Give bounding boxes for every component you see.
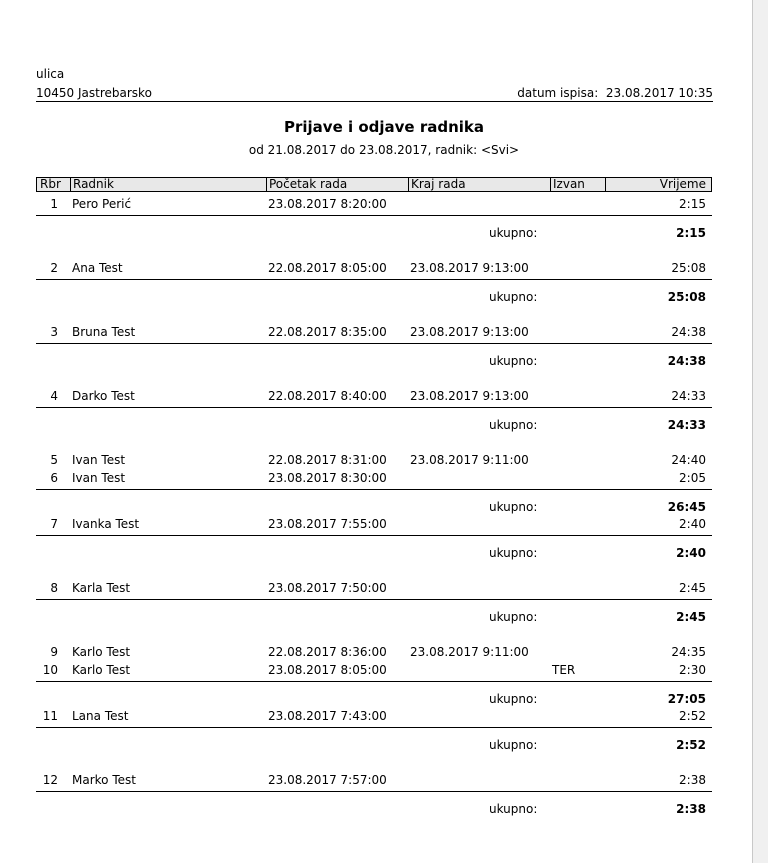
company-street: ulica [36,67,65,81]
employee-group [36,257,712,321]
employee-group [36,513,712,577]
entry-name: Ivanka Test [72,517,140,531]
group-total-row [36,727,712,750]
table-row [36,577,712,595]
employee-group [36,193,712,257]
entry-rbr: 12 [42,773,58,787]
group-total-row [36,489,712,512]
col-rbr: Rbr [40,177,61,191]
entry-rbr: 10 [42,663,58,677]
total-label: ukupno: [489,354,538,368]
table-row [36,449,712,467]
employee-group [36,577,712,641]
table-row [36,513,712,531]
report-body [36,193,712,833]
group-total-row [36,343,712,366]
entry-rbr: 11 [42,709,58,723]
table-row [36,257,712,275]
employee-group [36,769,712,833]
group-total-row [36,407,712,430]
table-row [36,641,712,659]
entry-time: 2:45 [679,581,706,595]
entry-name: Karlo Test [72,645,131,659]
group-total-row [36,279,712,302]
entry-rbr: 3 [50,325,58,339]
entry-time: 2:15 [679,197,706,211]
header-line [36,86,713,102]
entry-time: 24:40 [671,453,706,467]
entry-end: 23.08.2017 9:13:00 [410,389,529,403]
total-value: 24:38 [667,354,706,368]
entry-name: Ivan Test [72,453,126,467]
table-row [36,467,712,485]
total-value: 25:08 [667,290,706,304]
total-label: ukupno: [489,546,538,560]
entry-start: 23.08.2017 7:57:00 [268,773,387,787]
group-total-row [36,791,712,814]
employee-group [36,321,712,385]
table-row [36,769,712,787]
employee-group [36,385,712,449]
entry-name: Karlo Test [72,663,131,677]
group-total-row [36,535,712,558]
total-label: ukupno: [489,738,538,752]
entry-time: 2:38 [679,773,706,787]
entry-end: 23.08.2017 9:11:00 [410,645,529,659]
total-value: 2:38 [676,802,706,816]
col-izvan: Izvan [550,178,585,191]
entry-end: 23.08.2017 9:13:00 [410,261,529,275]
table-row [36,193,712,211]
total-value: 26:45 [667,500,706,514]
col-kraj: Kraj rada [408,178,466,191]
entry-start: 23.08.2017 7:43:00 [268,709,387,723]
entry-rbr: 1 [50,197,58,211]
total-value: 2:45 [676,610,706,624]
entry-start: 23.08.2017 7:50:00 [268,581,387,595]
entry-name: Karla Test [72,581,131,595]
employee-group [36,449,712,513]
total-value: 27:05 [667,692,706,706]
entry-time: 2:52 [679,709,706,723]
entry-start: 22.08.2017 8:40:00 [268,389,387,403]
table-row [36,385,712,403]
company-city: 10450 Jastrebarsko [36,86,152,100]
entry-time: 2:05 [679,471,706,485]
entry-rbr: 9 [50,645,58,659]
table-header [36,177,712,192]
entry-name: Lana Test [72,709,129,723]
entry-time: 24:38 [671,325,706,339]
total-label: ukupno: [489,802,538,816]
entry-end: 23.08.2017 9:13:00 [410,325,529,339]
entry-start: 23.08.2017 7:55:00 [268,517,387,531]
total-value: 2:40 [676,546,706,560]
entry-time: 24:33 [671,389,706,403]
employee-group [36,641,712,705]
entry-rbr: 4 [50,389,58,403]
entry-name: Bruna Test [72,325,136,339]
entry-start: 23.08.2017 8:20:00 [268,197,387,211]
total-label: ukupno: [489,226,538,240]
col-pocetak: Početak rada [266,178,347,191]
table-row [36,659,712,677]
entry-start: 23.08.2017 8:30:00 [268,471,387,485]
total-value: 2:15 [676,226,706,240]
entry-rbr: 7 [50,517,58,531]
entry-time: 2:40 [679,517,706,531]
group-total-row [36,681,712,704]
total-label: ukupno: [489,692,538,706]
total-value: 24:33 [667,418,706,432]
entry-izvan: TER [552,663,576,677]
entry-rbr: 6 [50,471,58,485]
table-row [36,321,712,339]
col-radnik: Radnik [70,178,114,191]
entry-start: 22.08.2017 8:35:00 [268,325,387,339]
entry-rbr: 8 [50,581,58,595]
total-label: ukupno: [489,610,538,624]
total-label: ukupno: [489,500,538,514]
col-vrijeme: Vrijeme [605,178,710,191]
entry-start: 22.08.2017 8:05:00 [268,261,387,275]
entry-time: 25:08 [671,261,706,275]
group-total-row [36,215,712,238]
total-label: ukupno: [489,418,538,432]
entry-name: Darko Test [72,389,135,403]
table-row [36,705,712,723]
group-total-row [36,599,712,622]
entry-start: 22.08.2017 8:36:00 [268,645,387,659]
entry-name: Marko Test [72,773,136,787]
entry-name: Pero Perić [72,197,132,211]
total-value: 2:52 [676,738,706,752]
entry-start: 22.08.2017 8:31:00 [268,453,387,467]
entry-name: Ana Test [72,261,123,275]
report-title: Prijave i odjave radnika [284,118,484,136]
employee-group [36,705,712,769]
total-label: ukupno: [489,290,538,304]
entry-rbr: 5 [50,453,58,467]
entry-time: 24:35 [671,645,706,659]
entry-end: 23.08.2017 9:11:00 [410,453,529,467]
print-date-label: datum ispisa: [517,86,599,100]
report-subtitle: od 21.08.2017 do 23.08.2017, radnik: <Svi> [248,143,520,157]
entry-name: Ivan Test [72,471,126,485]
print-date [517,86,713,100]
entry-time: 2:30 [679,663,706,677]
entry-rbr: 2 [50,261,58,275]
entry-start: 23.08.2017 8:05:00 [268,663,387,677]
print-date-value: 23.08.2017 10:35 [605,86,713,100]
